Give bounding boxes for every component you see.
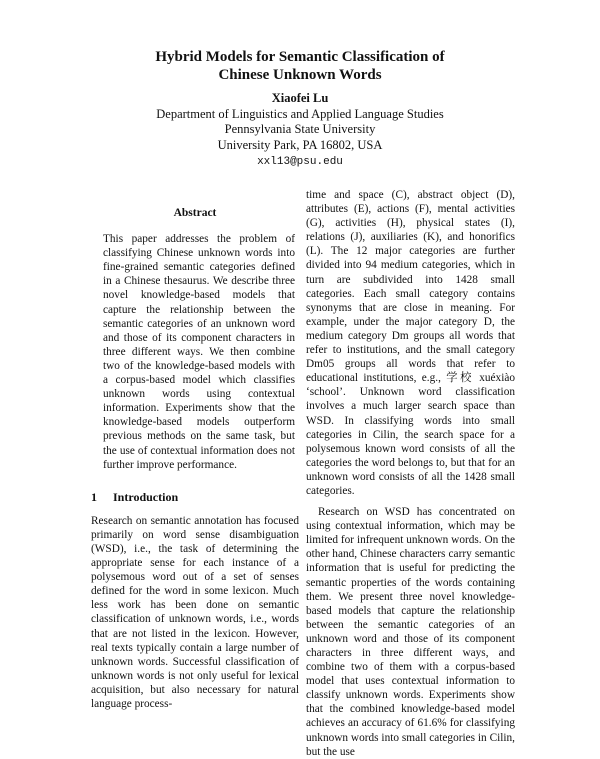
- paper-title: [100, 48, 500, 84]
- introduction-heading: [91, 490, 299, 504]
- abstract-heading: Abstract: [173, 207, 217, 219]
- right-paragraph-2: Research on WSD has concentrated on using contextual information, which may be limited for infrequent unknown words. On the other hand, Chinese characters carry semantic information that is useful for predicting the semantic properties of the words containing them. We present three novel knowledge-based models that capture the relationship between the semantic categories of an unknown word and those of its component characters in three different ways, and combine two of them with a corpus-based model that uses contextual information to classify unknown words. Experiments show that the combined knowledge-based model achieves an accuracy of 61.6% for classifying unknown words into small categories in Cilin, but the use: [306, 506, 515, 758]
- author-name: Xiaofei Lu: [271, 91, 329, 105]
- introduction-text: Research on semantic annotation has focused primarily on word sense disambiguation (WSD), i.e., the task of determining the appropriate sense for each instance of a polysemous word out of a set of senses defined for the word in some lexicon. Much less work has been done on semantic classification of unknown words, i.e., words that are not listed in the lexicon. However, real texts typically contain a large number of unknown words. Successful classification of unknown words is not only useful for lexical acquisition, but also necessary for natural language process-: [91, 514, 299, 710]
- section-title: Introduction: [113, 489, 179, 504]
- title-line-1: Hybrid Models for Semantic Classification of: [155, 49, 445, 65]
- affiliation-line-3: University Park, PA 16802, USA: [217, 137, 383, 152]
- author-block: [100, 91, 500, 171]
- affiliation-line-1: Department of Linguistics and Applied Language Studies: [156, 106, 444, 121]
- abstract-text: This paper addresses the problem of classifying Chinese unknown words into fine-grained semantic categories defined in a Chinese thesaurus. We describe three novel knowledge-based models that capture the relationship between the semantic categories of an unknown word and those of its component characters in three different ways. We then combine two of the knowledge-based models with a corpus-based model which classifies unknown words using contextual information. Experiments show that the knowledge-based models outperform previous methods on the same task, but the use of contextual information does not further improve performance.: [103, 233, 295, 471]
- title-line-2: Chinese Unknown Words: [218, 67, 382, 83]
- section-number: 1: [91, 489, 97, 504]
- affiliation-line-2: Pennsylvania State University: [224, 122, 376, 136]
- author-email: xxl13@psu.edu: [257, 156, 343, 168]
- right-paragraph-1: time and space (C), abstract object (D), attributes (E), actions (F), mental activities (G), activities (H), physical states (I), relations (J), auxiliaries (K), and honorifics (L). The 12 major categories are further divided into 94 medium categories, which in turn are subdivided into 1428 small categories. Each small category contains synonyms that are close in meaning. For example, under the major category D, the medium category Dm groups all words that refer to institutions, and the small category Dm05 groups all words that refer to educational institutions, e.g., 学校 xuéxiào ‘school’. Unknown word classification involves a much larger search space than WSD. In classifying words into small categories in Cilin, the search space for a polysemous known word consists of all the categories the word belongs to, but that for an unknown word consists of all the 1428 small categories.: [306, 189, 515, 497]
- left-column: [91, 188, 299, 711]
- right-column: [306, 188, 515, 759]
